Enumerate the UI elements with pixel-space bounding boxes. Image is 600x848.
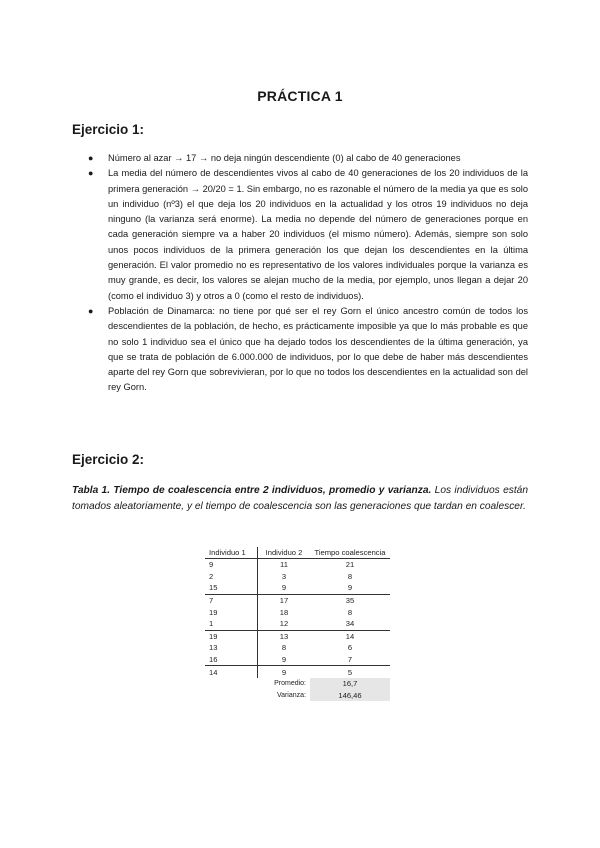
coalescence-table xyxy=(205,547,390,701)
table-caption-title: Tabla 1. Tiempo de coalescencia entre 2 individuos, promedio y varianza. xyxy=(72,485,432,496)
table-cell: 19 xyxy=(205,606,258,618)
ejercicio-2-heading: Ejercicio 2: xyxy=(72,452,145,467)
ejercicio-1-heading: Ejercicio 1: xyxy=(72,122,145,137)
ejercicio-1-list xyxy=(72,151,528,396)
table-cell: 9 xyxy=(310,582,390,594)
table-row xyxy=(205,606,390,618)
table-cell: 9 xyxy=(281,667,287,677)
table-cell: 14 xyxy=(345,631,355,641)
varianza-value: 146,46 xyxy=(310,690,390,702)
list-item-text: Número al azar → 17 → no deja ningún descendiente (0) al cabo de 40 generaciones xyxy=(108,153,461,163)
table-cell: 15 xyxy=(205,582,258,594)
table-cell: 9 xyxy=(205,559,258,571)
table-cell: 8 xyxy=(347,571,353,581)
table-row xyxy=(205,571,390,583)
table-cell: 13 xyxy=(279,631,289,641)
table-cell: 9 xyxy=(258,654,311,666)
table-cell: 8 xyxy=(347,607,353,617)
table-row xyxy=(205,666,390,678)
list-item xyxy=(72,166,528,304)
table-cell: 5 xyxy=(347,667,353,677)
bullet-icon: ● xyxy=(88,153,94,163)
table-cell: 21 xyxy=(345,560,355,570)
list-item-text: Población de Dinamarca: no tiene por qué ser el rey Gorn el único ancestro común de todos los descendientes de la población, de hecho, es prácticamente imposible ya que lo más probable es que no solo 1 individuo sea el único que ha dejado todos los descendientes de la última generación, ya que se trata de población de 6.000.000 de individuos, por lo que debe de haber más descendientes aparte del rey Gorn que sobrevivieran, por lo que no todos los descendientes en la actualidad son del rey Gorn. xyxy=(108,305,528,393)
bullet-icon: ● xyxy=(88,305,94,316)
table-cell: 7 xyxy=(310,654,390,666)
promedio-label: Promedio: xyxy=(274,680,306,688)
promedio-value: 16,7 xyxy=(310,678,390,690)
table-row xyxy=(205,630,390,642)
table-cell: 16 xyxy=(205,654,258,666)
table-header-row xyxy=(205,547,390,559)
varianza-row xyxy=(205,690,390,702)
table-cell: 2 xyxy=(205,571,258,583)
table-caption xyxy=(72,483,528,515)
table-cell: 6 xyxy=(347,643,353,653)
table-cell: 12 xyxy=(258,618,311,630)
table-cell: 34 xyxy=(310,618,390,630)
table-cell: 14 xyxy=(205,666,258,678)
table-row xyxy=(205,582,390,594)
table-cell: 11 xyxy=(280,560,288,570)
table-cell: 1 xyxy=(205,618,258,630)
column-header-tiempo: Tiempo coalescencia xyxy=(310,547,390,559)
list-item xyxy=(72,151,528,166)
table-row xyxy=(205,594,390,606)
table-cell: 35 xyxy=(345,596,355,606)
list-item xyxy=(72,304,528,396)
table-cell: 9 xyxy=(258,582,311,594)
table-cell: 19 xyxy=(205,630,258,642)
table-cell: 8 xyxy=(281,643,287,653)
column-header-individuo-2: Individuo 2 xyxy=(258,547,311,559)
table-cell: 18 xyxy=(279,607,289,617)
page-title: PRÁCTICA 1 xyxy=(257,88,343,104)
table-row xyxy=(205,654,390,666)
table-row xyxy=(205,618,390,630)
table-cell: 3 xyxy=(281,571,287,581)
varianza-label: Varianza: xyxy=(276,691,306,699)
table-cell xyxy=(205,690,258,702)
bullet-icon: ● xyxy=(88,168,94,179)
table-row xyxy=(205,642,390,654)
table-cell xyxy=(205,678,258,690)
list-item-text: La media del número de descendientes vivos al cabo de 40 generaciones de los 20 individuos de la primera generación → 20/20 = 1. Sin embargo, no es razonable el número de la media ya que es solo un individuo (nº3) el que deja los 20 individuos en la actualidad y los otros 19 individuos no deja ninguno (la varianza será enorme). La media no depende del número de generaciones porque en cada generación siempre va a haber 20 individuos (el mismo número). Además, siempre son solo unos pocos individuos de la primera generación los que dejan los descendientes en la última generación. El valor promedio no es representativo de los valores individuales porque la varianza es muy grande, es decir, los valores se alejan mucho de la media, por ejemplo, unos llegan a dejar 20 (como el individuo 3) y otros a 0 (como el resto de individuos). xyxy=(108,168,528,301)
table-row xyxy=(205,559,390,571)
table-cell: 13 xyxy=(205,642,258,654)
table-cell: 17 xyxy=(279,596,289,606)
column-header-individuo-1: Individuo 1 xyxy=(205,547,258,559)
table-cell: 7 xyxy=(205,594,258,606)
table-caption-text: Los individuos están tomados aleatoriamente, y el tiempo de coalescencia son las generaciones que tardan en coalescer. xyxy=(72,485,528,512)
promedio-row xyxy=(205,678,390,690)
